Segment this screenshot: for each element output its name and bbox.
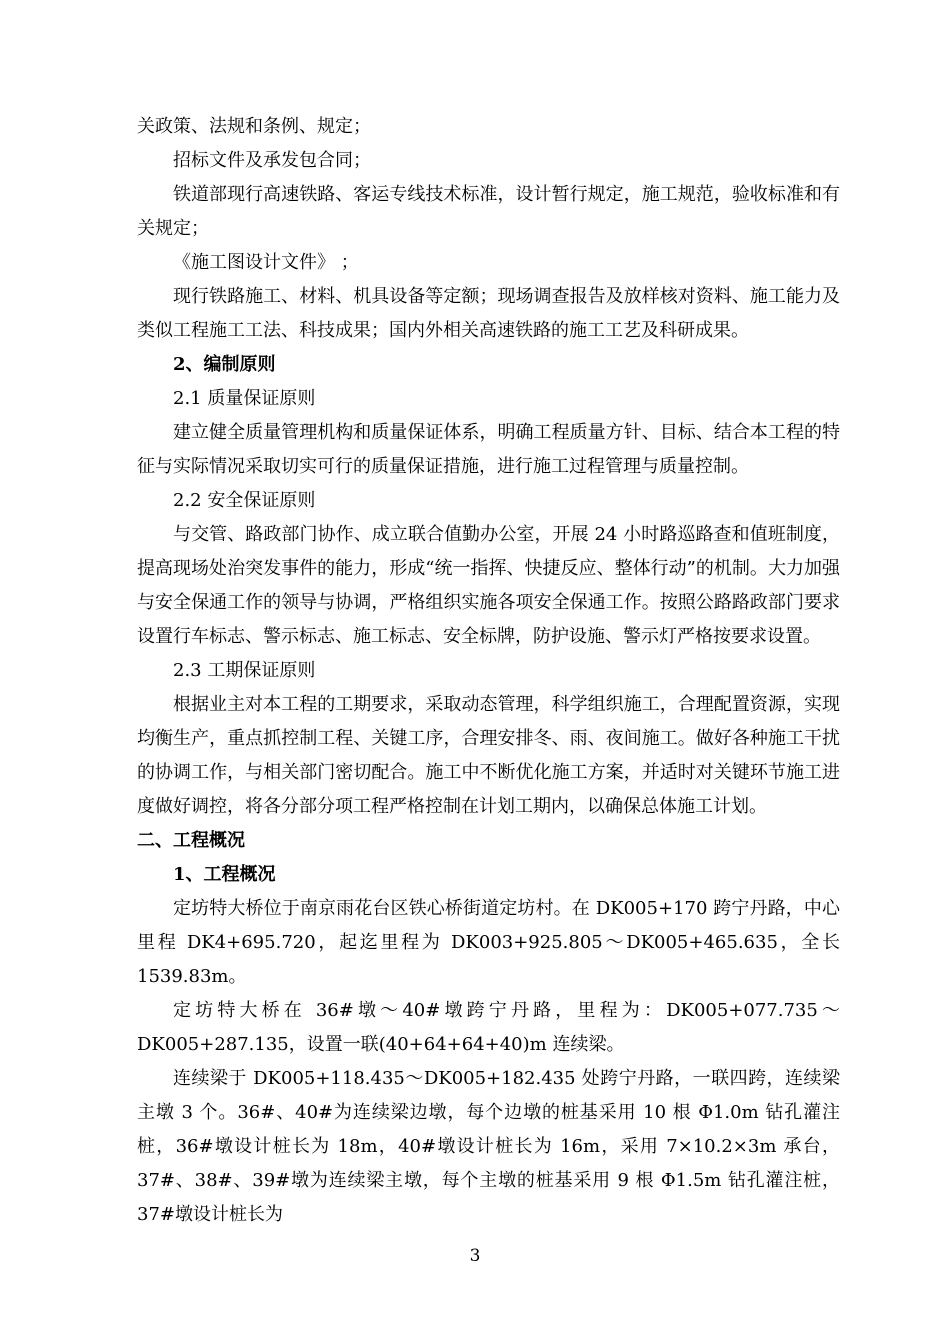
paragraph-bridge-location: 定坊特大桥位于南京雨花台区铁心桥街道定坊村。在 DK005+170 跨宁丹路，中心里程 DK4+695.720，起迄里程为 DK003+925.805～DK005+465.635，全长 1539.83m。 [137,898,840,987]
paragraph-5: 现行铁路施工、材料、机具设备等定额；现场调查报告及放样核对资料、施工能力及类似工程施工工法、科技成果；国内外相关高速铁路的施工工艺及科研成果。 [137,286,840,341]
paragraph-schedule: 根据业主对本工程的工期要求，采取动态管理，科学组织施工，合理配置资源，实现均衡生产，重点抓控制工程、关键工序，合理安排冬、雨、夜间施工。做好各种施工干扰的协调工作，与相关部门密切配合。施工中不断优化施工方案，并适时对关键环节施工进度做好调控，将各分部分项工程严格控制在计划工期内，以确保总体施工计划。 [137,694,840,817]
paragraph-1: 关政策、法规和条例、规定； [137,116,371,137]
paragraph-3: 铁道部现行高速铁路、客运专线技术标准，设计暂行规定，施工规范，验收标准和有关规定； [137,184,840,239]
heading-project-overview-section: 二、工程概况 [137,830,245,851]
subheading-safety: 2.2 安全保证原则 [173,490,316,511]
document-body [137,110,840,1232]
heading-project-overview: 1、工程概况 [173,864,276,885]
paragraph-2: 招标文件及承发包合同； [173,150,371,171]
page-number: 3 [469,1246,481,1266]
paragraph-continuous-beam: 连续梁于 DK005+118.435～DK005+182.435 处跨宁丹路，一联四跨，连续梁主墩 3 个。36#、40#为连续梁边墩，每个边墩的桩基采用 10 根 Φ1.0m 钻孔灌注桩，36#墩设计桩长为 18m，40#墩设计桩长为 16m，采用 7×10.2×3m 承台，37#、38#、39#墩为连续梁主墩，每个主墩的桩基采用 9 根 Φ1.5m 钻孔灌注桩，37#墩设计桩长为 [137,1068,840,1225]
subheading-quality: 2.1 质量保证原则 [173,388,316,409]
paragraph-bridge-span: 定坊特大桥在 36#墩～40#墩跨宁丹路，里程为：DK005+077.735～DK005+287.135，设置一联(40+64+64+40)m 连续梁。 [137,1000,840,1055]
paragraph-safety: 与交管、路政部门协作、成立联合值勤办公室，开展 24 小时路巡路查和值班制度，提高现场处治突发事件的能力，形成“统一指挥、快捷反应、整体行动”的机制。大力加强与安全保通工作的领导与协调，严格组织实施各项安全保通工作。按照公路路政部门要求设置行车标志、警示标志、施工标志、安全标牌，防护设施、警示灯严格按要求设置。 [137,524,840,647]
heading-compilation-principles: 2、编制原则 [173,354,276,375]
paragraph-quality: 建立健全质量管理机构和质量保证体系，明确工程质量方针、目标、结合本工程的特征与实际情况采取切实可行的质量保证措施，进行施工过程管理与质量控制。 [137,422,840,477]
subheading-schedule: 2.3 工期保证原则 [173,660,316,681]
paragraph-4: 《施工图设计文件》 ； [173,252,359,273]
